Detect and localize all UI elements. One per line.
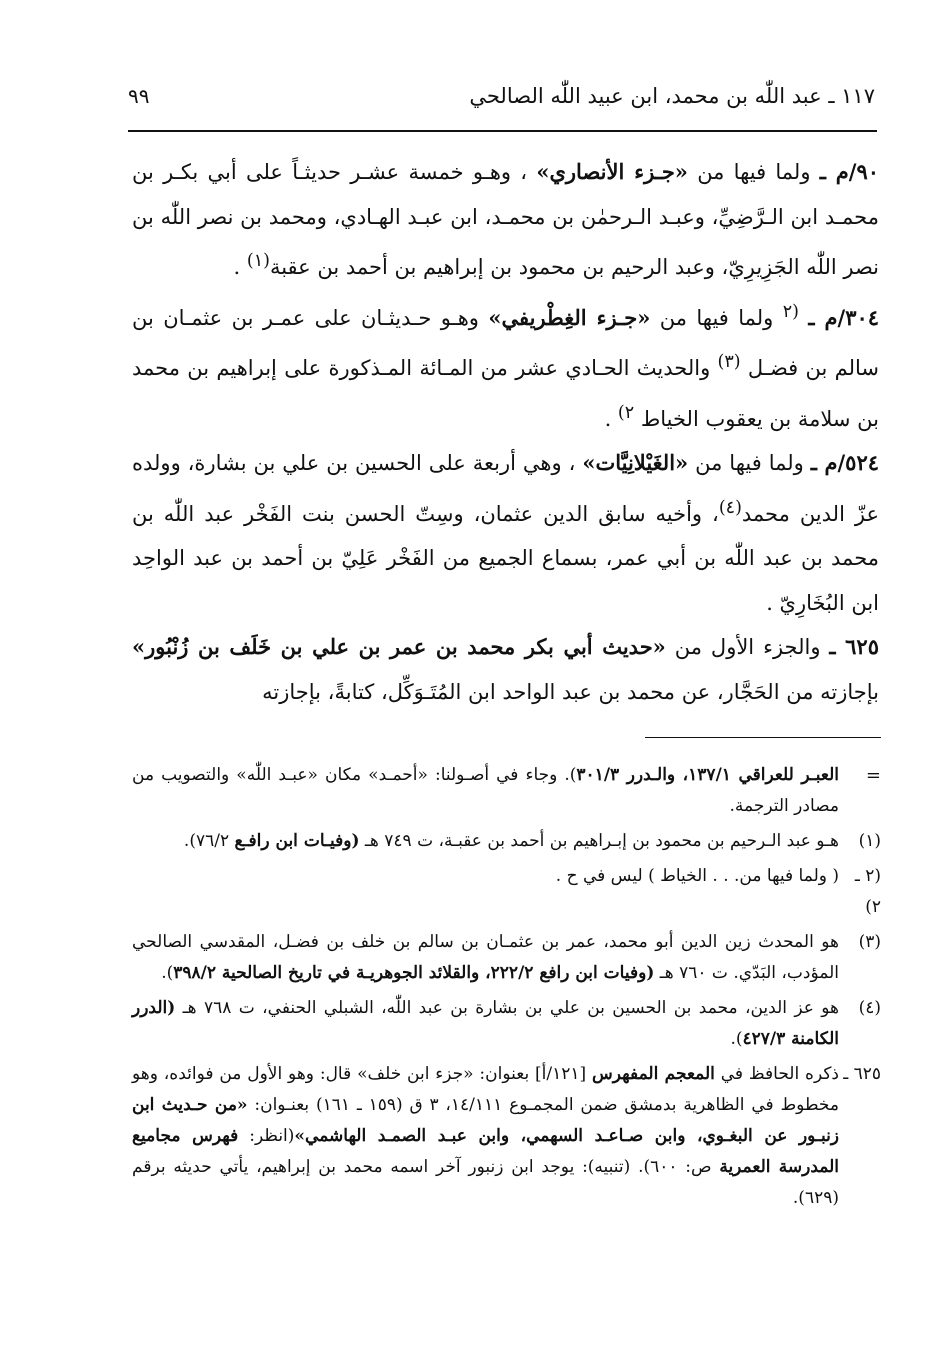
footnote-1 (132, 826, 881, 857)
footnote-body: ). (161, 963, 174, 983)
entry-text: ، وهي أربعة على الحسين بن علي بن بشارة، وولده عزّ الدين محمد (132, 451, 879, 526)
footnote-marker: = (865, 765, 881, 786)
source-title: «من حـديث ابن زنبـور عن البغـوي، وابن صـاعـد السهمي، وابن عبـد الصمـد الهاشمي» (132, 1095, 840, 1146)
work-title: «الغَيْلانِيَّات» (582, 450, 689, 475)
running-header (128, 84, 875, 118)
footnote-body: هو المحدث زين الدين أبو محمد، عمر بن عثمـان بن سالم بن خلف بن فضـل، المقدسي الصالحي المؤدب، البَدّي. ت ٧٦٠ هـ (132, 932, 839, 983)
main-text (132, 150, 879, 714)
source-title: (وفيات ابن رافع ٢٢٢/٢، والقلائد الجوهريـة في تاريخ الصالحية ٣٩٨/٢ (173, 963, 655, 983)
work-title: «حديث أبي بكر محمد بن عمر بن علي بن خَلَف بن زُنْبُور» (132, 634, 666, 659)
entry-text: بإجازته من الحَجَّار، عن محمد بن عبد الواحد ابن المُتَـوَكِّل، كتابةً، بإجازته (262, 679, 879, 704)
entry-304 (132, 290, 879, 442)
footnote-text (132, 993, 839, 1055)
entry-text: ولما فيها من (650, 305, 783, 330)
entry-text: والحديث الحـادي عشر من المـائة المـذكورة على إبراهيم بن محمد بن سلامة بن يعقوب الخياط (132, 356, 879, 431)
footnote-ref: (٣) (717, 352, 741, 372)
source-title: العبـر للعراقي ١٣٧/١، والـدرر ٣٠١/٣ (576, 765, 839, 785)
footnote-ref: (١) (246, 251, 270, 271)
footnote-body: ص: ٦٠٠). (تنبيه): يوجد ابن زنبور آخر اسمه محمد بن إبراهيم، يأتي حديثه برقم (٦٢٩). (132, 1157, 839, 1208)
entry-number: ٦٢٥ ـ (829, 634, 879, 659)
entry-number: ٩٠/م ـ (819, 159, 880, 184)
footnote-body: ). وجاء في أصـولنا: «أحمـد» مكان «عبـد اللّٰه» والتصويب من مصادر الترجمة. (132, 765, 839, 816)
footnote-4 (132, 993, 881, 1055)
source-title: (وفيـات ابن رافـع (234, 831, 360, 851)
footnote-body: (انظر: (238, 1126, 295, 1146)
footnote-body: ٧٦/٢). (183, 831, 235, 851)
entry-text: ولما فيها من (687, 160, 820, 184)
footnote-625 (132, 1059, 881, 1214)
entry-number: ٥٢٤/م ـ (810, 450, 880, 475)
footnotes (132, 760, 881, 1218)
source-title: المعجم المفهرس (592, 1064, 715, 1084)
entry-625 (132, 625, 879, 714)
footnote-ref: (٤) (718, 497, 742, 518)
header-rule (128, 130, 877, 132)
footnote-body: هـو عبد الـرحيم بن محمود بن إبـراهيم بن أحمد بن عقبـة، ت ٧٤٩ هـ (359, 831, 839, 851)
work-title: «جـزء الغِطْريفي» (488, 304, 651, 330)
entry-text: ، وهـو خمسة عشـر حديثـاً على أبي بكـر بن محمـد ابن الـرَّضِيِّ، وعبـد الـرحمٰن بن محمـد، ابن عبـد الهـادي، ومحمد بن نصر اللّٰه بن نصر اللّٰه الجَزِيرِيّ، وعبد الرحيم بن محمود بن إبراهيم بن أحمد بن عقبة (132, 160, 879, 279)
entry-90 (132, 150, 879, 290)
footnote-body: ). (730, 1029, 743, 1049)
page-number: ٩٩ (128, 84, 150, 108)
source-title: فهرس مجاميع المدرسة العمرية (132, 1126, 839, 1177)
footnote-body: هو عز الدين، محمد بن الحسين بن علي بن بشارة بن عبد اللّٰه، الشبلي الحنفي، ت ٧٦٨ هـ (175, 998, 839, 1018)
footnote-body: ذكره الحافظ في (714, 1064, 840, 1084)
footnote-text (132, 760, 839, 822)
footnote-continuation (132, 760, 881, 822)
footnote-2 (132, 861, 881, 923)
entry-text: ولما فيها من (688, 451, 811, 475)
footnote-text (132, 826, 839, 857)
entry-text: وهـو حـديثـان على عمـر بن عثمـان بن سالم بن فضـل (132, 305, 879, 380)
footnote-marker: (٣) (858, 932, 881, 952)
source-title: (الدرر الكامنة ٤٢٧/٣ (132, 998, 839, 1049)
footnote-3 (132, 927, 881, 989)
entry-text: والجزء الأول من (665, 635, 830, 659)
footnote-marker: (١) (858, 831, 881, 851)
entry-524 (132, 441, 879, 625)
footnote-ref: (٢ (782, 301, 799, 322)
entry-number: ٣٠٤/م ـ (808, 304, 880, 330)
entry-text: . (604, 406, 618, 431)
footnote-separator (645, 737, 881, 738)
footnote-text (132, 927, 839, 989)
entry-text: ، وأخيه سابق الدين عثمان، وسِتّ الحسن بنت الفَخْر عبد اللّٰه بن محمد بن عبد اللّٰه بن أبي عمر، بسماع الجميع من الفَخْر عَلِيّ بن أحمد بن عبد الواحِد ابن البُخَارِيّ . (132, 501, 879, 615)
work-title: «جـزء الأنصاري» (536, 159, 688, 184)
footnote-text: ( ولما فيها من. . . الخياط ) ليس في ح . (555, 866, 839, 886)
footnote-text (132, 1059, 839, 1214)
footnote-body: [١٢١/أ] بعنوان: «جزء ابن خلف» قال: وهو الأول من فوائده، وهو مخطوط في الظاهرية بدمشق ضمن المجمـوع ١٤/١١١، ٣ ق (١٥٩ ـ ١٦١) بعنـوان: (132, 1064, 839, 1115)
entry-text: . (233, 255, 247, 279)
footnote-marker: (٢ ـ ٢) (854, 866, 881, 917)
footnote-marker: (٤) (858, 998, 881, 1018)
footnote-marker: ٦٢٥ ـ (843, 1064, 881, 1084)
footnote-ref: ٢) (617, 402, 635, 423)
running-title: ١١٧ ـ عبد اللّٰه بن محمد، ابن عبيد اللّٰه الصالحي (469, 84, 875, 108)
